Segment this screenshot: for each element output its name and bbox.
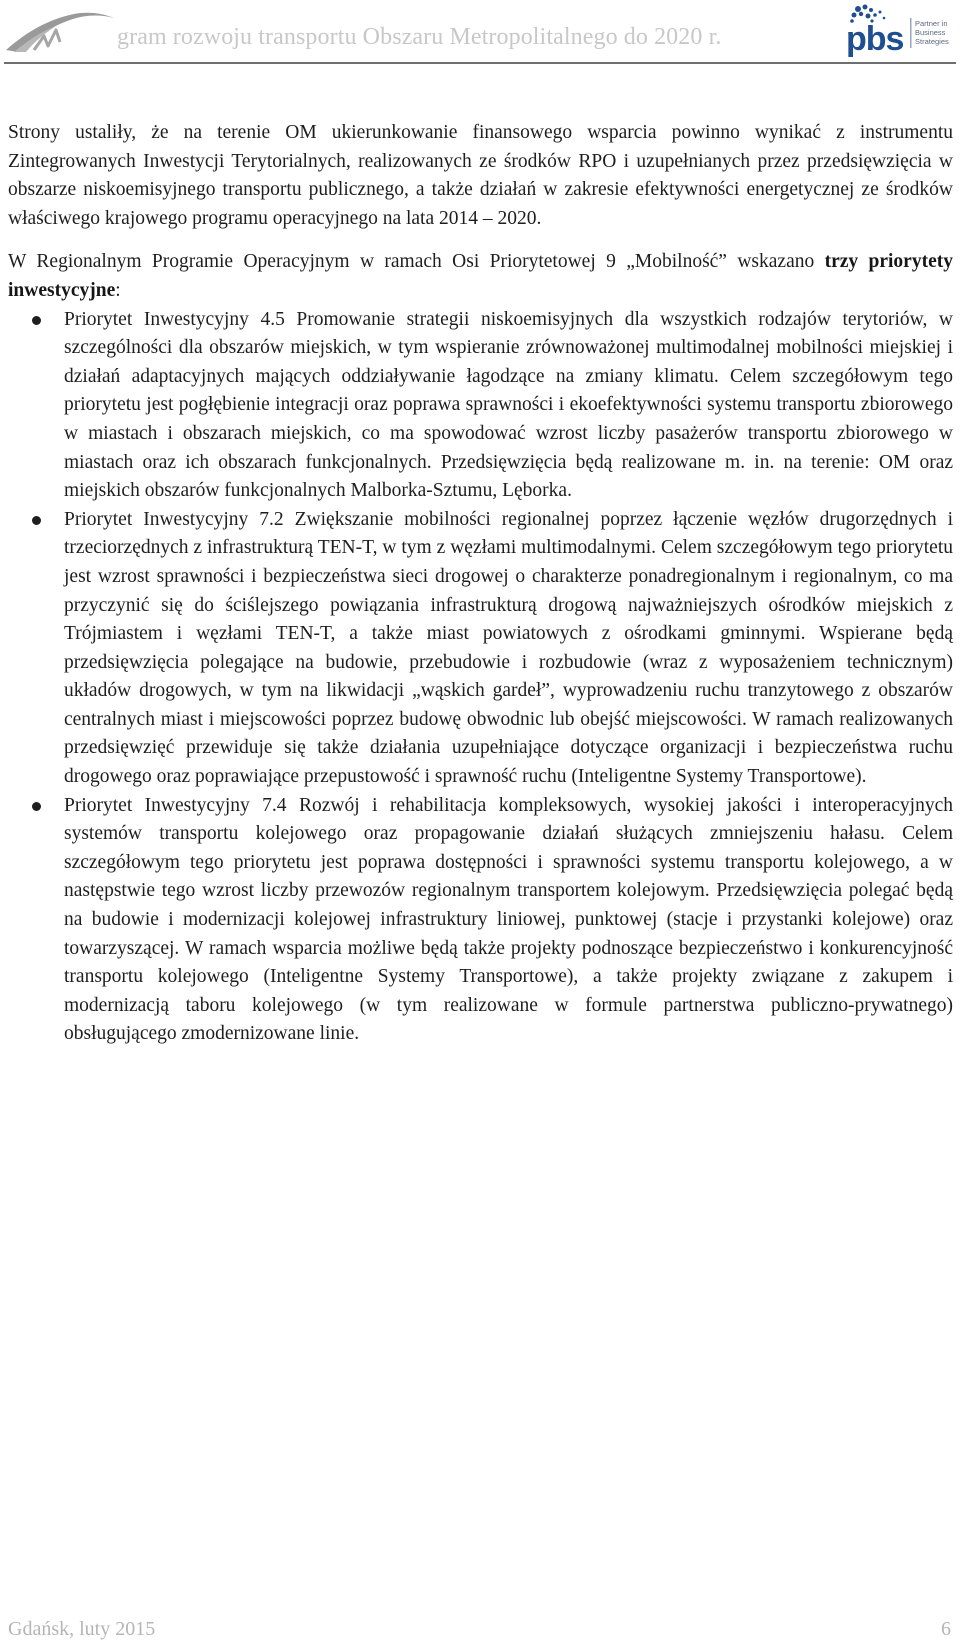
page-header [0,0,960,62]
brand-name: pbs [846,20,904,58]
list-item-text: Priorytet Inwestycyjny 7.4 Rozwój i rehabilitacja kompleksowych, wysokiej jakości i interoperacyjnych systemów transportu kolejowego oraz propagowanie działań służących zmniejszeniu hałasu. Celem szczegółowym tego priorytetu jest poprawa dostępności i sprawności systemu transportu kolejowego, a w następstwie tego wzrost liczby przewozów regionalnym transportem kolejowym. Przedsięwzięcia polegać będą na budowie i modernizacji kolejowej infrastruktury liniowej, punktowej (stacje i przystanki kolejowe) oraz towarzyszącej. W ramach wsparcia możliwe będą także projekty podnoszące bezpieczeństwo i konkurencyjność transportu kolejowego (Inteligentne Systemy Transportowe), a także projekty związane z zakupem i modernizacją taboru kolejowego (w tym realizowane w formule partnerstwa publiczno-prywatnego) obsługującego zmodernizowane linie. [64,794,953,1045]
bullet-icon [32,802,41,811]
priorities-intro-lead: W Regionalnym Programie Operacyjnym w ramach Osi Priorytetowej 9 „Mobilność” wskazano [8,251,825,273]
document-title: gram rozwoju transportu Obszaru Metropolitalnego do 2020 r. [117,24,722,50]
header-divider [4,62,956,64]
brand-tagline-1: Partner in [915,19,948,28]
priorities-list [8,306,953,1049]
priorities-intro-emphasis: trzy priorytety inwestycyjne [8,251,953,301]
bullet-icon [32,316,41,325]
pbs-brand-logo [844,2,956,58]
priorities-intro-tail: : [115,279,121,301]
priorities-intro-paragraph [8,248,953,305]
swoosh-logo-icon [4,6,116,56]
brand-tagline-3: Strategies [915,37,949,46]
brand-tagline-2: Business [915,28,946,37]
page-number: 6 [941,1618,951,1640]
list-item-text: Priorytet Inwestycyjny 7.2 Zwiększanie mobilności regionalnej poprzez łączenie węzłów drugorzędnych i trzeciorzędnych z infrastrukturą TEN-T, w tym z węzłami multimodalnymi. Celem szczegółowym tego priorytetu jest wzrost sprawności i bezpieczeństwa sieci drogowej o charakterze ponadregionalnym i regionalnym, co ma przyczynić się do ściślejszego powiązania infrastrukturą drogową najważniejszych ośrodków miejskich z Trójmiastem i węzłami TEN-T, a także miast powiatowych z ośrodkami gminnymi. Wspierane będą przedsięwzięcia polegające na budowie, przebudowie i rozbudowie (wraz z wyposażeniem technicznym) układów drogowych, w tym na likwidacji „wąskich gardeł”, wyprowadzeniu ruchu tranzytowego z obszarów centralnych miast i miejscowości poprzez budowę obwodnic lub obejść miejscowości. W ramach realizowanych przedsięwzięć przewiduje się także działania uzupełniające dotyczące organizacji i bezpieczeństwa ruchu drogowego oraz poprawiające przepustowość i sprawność ruchu (Inteligentne Systemy Transportowe). [64,508,953,788]
footer-place-date: Gdańsk, luty 2015 [8,1618,156,1640]
list-item [8,306,953,506]
list-item-text: Priorytet Inwestycyjny 4.5 Promowanie strategii niskoemisyjnych dla wszystkich rodzajów terytoriów, w szczególności dla obszarów miejskich, w tym wspieranie zrównoważonej multimodalnej mobilności miejskiej i działań adaptacyjnych mających oddziaływanie łagodzące na zmiany klimatu. Celem szczegółowym tego priorytetu jest pogłębienie integracji oraz poprawa sprawności i ekoefektywności systemu transportu zbiorowego w miastach i obszarach miejskich, co ma spowodować wzrost liczby pasażerów transportu zbiorowego w miastach oraz ich obszarach funkcjonalnych. Przedsięwzięcia będą realizowane m. in. na terenie: OM oraz miejskich obszarów funkcjonalnych Malborka-Sztumu, Lęborka. [64,308,953,502]
bullet-icon [32,516,41,525]
list-item [8,792,953,1049]
intro-paragraph: Strony ustaliły, że na terenie OM ukierunkowanie finansowego wsparcia powinno wynikać z instrumentu Zintegrowanych Inwestycji Terytorialnych, realizowanych ze środków RPO i uzupełnianych przez przedsięwzięcia w obszarze niskoemisyjnego transportu publicznego, a także działań w zakresie efektywności energetycznej ze środków właściwego krajowego programu operacyjnego na lata 2014 – 2020. [8,122,953,229]
document-body [8,119,953,1049]
list-item [8,506,953,792]
